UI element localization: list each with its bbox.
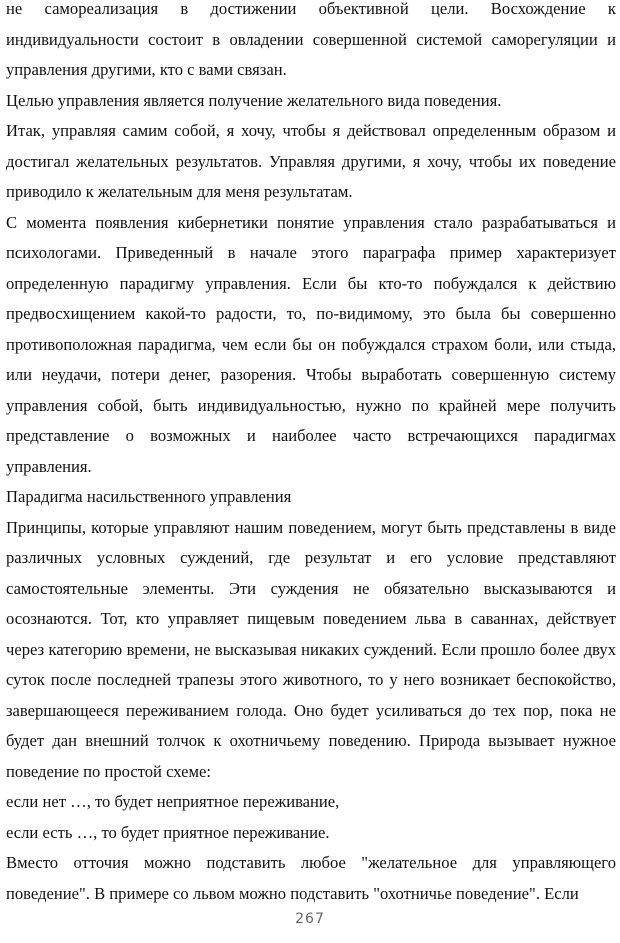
body-text [6,0,616,909]
page-number: 267 [295,911,325,927]
paragraph: Целью управления является получение желательного вида поведения. [6,90,502,110]
paragraph: Итак, управляя самим собой, я хочу, чтобы я действовал определенным образом и достигал желательных результатов. Управляя другими, я хочу, чтобы их поведение приводило к желательным для меня результатам. [6,121,616,201]
paragraph: Принципы, которые управляют нашим поведением, могут быть представлены в виде различных условных суждений, где результат и его условие представляют самостоятельные элементы. Эти суждения не обязательно высказываются и осознаются. Тот, кто управляет пищевым поведением льва в саваннах, действует через категорию времени, не высказывая никаких суждений. Если прошло более двух суток после последней трапезы этого животного, то у него возникает беспокойство, завершающееся переживанием голода. Оно будет усиливаться до тех пор, пока не будет дан внешний толчок к охотничьему поведению. Природа вызывает нужное поведение по простой схеме: [6,517,616,781]
paragraph: не самореализация в достижении объективной цели. Восхождение к индивидуальности состоит в овладении совершенной системой саморегуляции и управления другими, кто с вами связан. [6,0,616,79]
paragraph: С момента появления кибернетики понятие управления стало разрабатываться и психологами. Приведенный в начале этого параграфа пример характеризует определенную парадигму управления. Если бы кто-то побуждался к действию предвосхищением какой-то радости, то, по-видимому, это была бы совершенно противоположная парадигма, чем если бы он побуждался страхом боли, или стыда, или неудачи, потери денег, разорения. Чтобы выработать совершенную систему управления собой, быть индивидуальностью, нужно по крайней мере получить представление о возможных и наиболее часто встречающихся парадигмах управления. [6,212,616,476]
section-heading: Парадигма насильственного управления [6,487,292,506]
paragraph: Вместо отточия можно подставить любое "желательное для управляющего поведение". В примере со львом можно подставить "охотничье поведение". Если [6,853,616,903]
paragraph: если есть …, то будет приятное переживание. [6,822,330,842]
paragraph: если нет …, то будет неприятное переживание, [6,792,340,811]
